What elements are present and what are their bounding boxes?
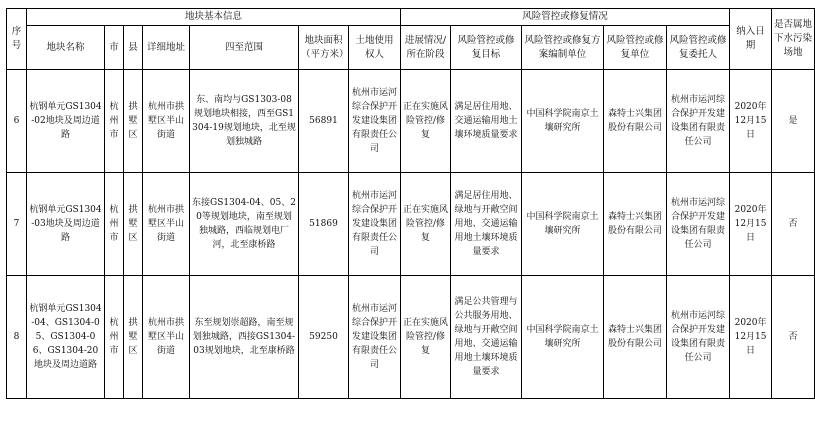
cell-city: 杭州市 (105, 173, 124, 276)
cell-address: 杭州市拱墅区半山街道 (143, 276, 190, 399)
cell-city: 杭州市 (105, 70, 124, 173)
cell-owner: 杭州市运河综合保护开发建设集团有限责任公司 (349, 276, 401, 399)
header-county: 县 (124, 26, 143, 70)
cell-repair-unit: 森特士兴集团股份有限公司 (604, 70, 667, 173)
cell-goal: 满足公共管理与公共服务用地、绿地与开敞空间用地、交通运输用地土壤环境质量要求 (451, 276, 522, 399)
cell-client: 杭州市运河综合保护开发建设集团有限责任公司 (667, 70, 730, 173)
cell-name: 杭钢单元GS1304-02地块及周边道路 (27, 70, 105, 173)
header-groundwater: 是否属地下水污染场地 (772, 9, 815, 70)
header-row-groups (7, 9, 815, 26)
cell-client: 杭州市运河综合保护开发建设集团有限责任公司 (667, 173, 730, 276)
cell-boundary: 东至规划崇超路，南至规划独城路，西接GS1304-03规划地块，北至康桥路 (190, 276, 299, 399)
cell-address: 杭州市拱墅区半山街道 (143, 173, 190, 276)
cell-area: 56891 (299, 70, 349, 173)
cell-date: 2020年12月15日 (730, 276, 772, 399)
cell-seq: 7 (7, 173, 27, 276)
cell-groundwater: 否 (772, 173, 815, 276)
cell-seq: 6 (7, 70, 27, 173)
header-client: 风险管控或修复委托人 (667, 26, 730, 70)
cell-address: 杭州市拱墅区半山街道 (143, 70, 190, 173)
cell-plan-unit: 中国科学院南京土壤研究所 (522, 173, 604, 276)
cell-name: 杭钢单元GS1304-03地块及周边道路 (27, 173, 105, 276)
header-boundary: 四至范围 (190, 26, 299, 70)
cell-city: 杭州市 (105, 276, 124, 399)
cell-owner: 杭州市运河综合保护开发建设集团有限责任公司 (349, 70, 401, 173)
header-plan-unit: 风险管控或修复方案编制单位 (522, 26, 604, 70)
cell-boundary: 东接GS1304-04、05、20等规划地块，南至规划独城路，西临规划电厂河，北至康桥路 (190, 173, 299, 276)
cell-owner: 杭州市运河综合保护开发建设集团有限责任公司 (349, 173, 401, 276)
cell-plan-unit: 中国科学院南京土壤研究所 (522, 276, 604, 399)
cell-seq: 8 (7, 276, 27, 399)
header-name: 地块名称 (27, 26, 105, 70)
table-row (7, 173, 815, 276)
cell-progress: 正在实施风险管控/修复 (401, 70, 451, 173)
cell-date: 2020年12月15日 (730, 173, 772, 276)
cell-client: 杭州市运河综合保护开发建设集团有限责任公司 (667, 276, 730, 399)
header-repair-unit: 风险管控或修复单位 (604, 26, 667, 70)
cell-plan-unit: 中国科学院南京土壤研究所 (522, 70, 604, 173)
header-progress: 进展情况/所在阶段 (401, 26, 451, 70)
cell-area: 51869 (299, 173, 349, 276)
header-row-columns (7, 26, 815, 70)
cell-boundary: 东、南均与GS1303-08规划地块相接，西至GS1304-19规划地块，北至规划独城路 (190, 70, 299, 173)
header-owner: 土地使用权人 (349, 26, 401, 70)
cell-county: 拱墅区 (124, 70, 143, 173)
cell-county: 拱墅区 (124, 276, 143, 399)
header-address: 详细地址 (143, 26, 190, 70)
cell-name: 杭钢单元GS1304-04、GS1304-05、GS1304-06、GS1304-20地块及周边道路 (27, 276, 105, 399)
cell-area: 59250 (299, 276, 349, 399)
cell-repair-unit: 森特士兴集团股份有限公司 (604, 173, 667, 276)
cell-goal: 满足居住用地、绿地与开敞空间用地、交通运输用地土壤环境质量要求 (451, 173, 522, 276)
table-row (7, 70, 815, 173)
cell-repair-unit: 森特士兴集团股份有限公司 (604, 276, 667, 399)
header-city: 市 (105, 26, 124, 70)
cell-groundwater: 是 (772, 70, 815, 173)
cell-groundwater: 否 (772, 276, 815, 399)
header-goal: 风险管控或修复目标 (451, 26, 522, 70)
header-group-risk: 风险管控或修复情况 (401, 9, 730, 26)
header-group-basic: 地块基本信息 (27, 9, 401, 26)
table-row (7, 276, 815, 399)
header-seq: 序号 (7, 9, 27, 70)
header-date: 纳入日期 (730, 9, 772, 70)
cell-progress: 正在实施风险管控/修复 (401, 173, 451, 276)
cell-goal: 满足居住用地、交通运输用地土壤环境质量要求 (451, 70, 522, 173)
cell-progress: 正在实施风险管控/修复 (401, 276, 451, 399)
contaminated-sites-table (6, 8, 815, 399)
header-area: 地块面积（平方米） (299, 26, 349, 70)
cell-date: 2020年12月15日 (730, 70, 772, 173)
cell-county: 拱墅区 (124, 173, 143, 276)
